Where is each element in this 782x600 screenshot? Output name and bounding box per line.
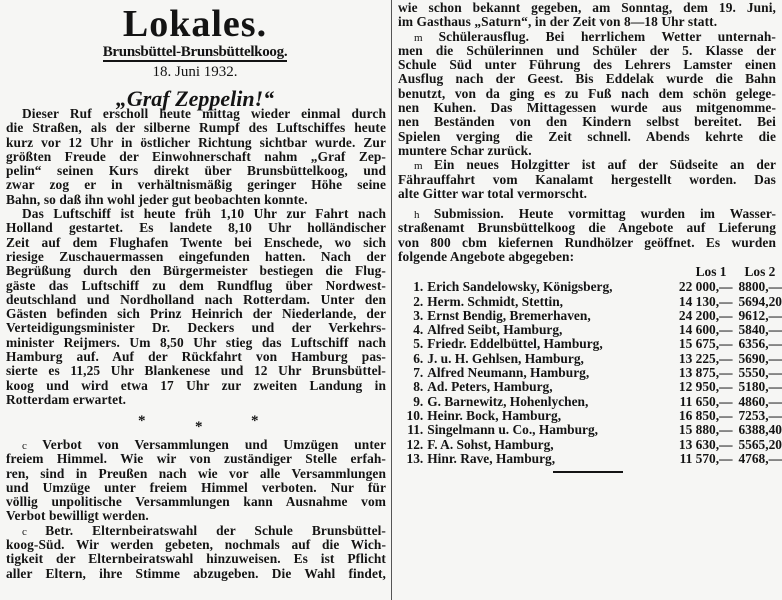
bids-header-row xyxy=(398,264,782,280)
text-line: alte Gitter war total vermorscht. xyxy=(398,185,588,201)
bid-row xyxy=(398,295,782,309)
header-name xyxy=(427,264,675,280)
text-line xyxy=(6,452,386,466)
bidder-name: J. u. H. Gehlsen, Hamburg, xyxy=(427,350,584,366)
text-line: riesige Zuschauermassen eingefunden hatten. Nach der xyxy=(6,248,386,264)
bidder-name: Ernst Bendig, Bremerhaven, xyxy=(427,307,591,323)
bid-row xyxy=(398,423,782,437)
bid-number: 7. xyxy=(413,365,424,381)
bid-number: 10. xyxy=(406,407,424,423)
text-line: aller Eltern, ihre Stimme abzugeben. Die Wahl findet, xyxy=(6,565,386,581)
text-line: Dieser Ruf erscholl heute mittag wieder einmal durch xyxy=(22,106,386,121)
bid-los2: 5840,— xyxy=(738,322,782,338)
text-line: von 800 cbm kiefernen Rundhölzer geöffnet. Es wurden xyxy=(398,234,776,250)
text-line: im Gasthaus „Saturn“, in der Zeit von 8—18 Uhr statt. xyxy=(398,14,718,30)
bid-number: 3. xyxy=(413,307,424,323)
item-text: Wie wir von zuständiger Stelle erfah- xyxy=(107,451,386,467)
text-line: kurz vor 12 Uhr in östlicher Richtung sichtbar wurde. Zur xyxy=(6,134,386,150)
bid-number: 11. xyxy=(407,422,424,438)
text-line: nen Kuhen. Das Mittagessen wurde aus mitgenomme- xyxy=(398,100,776,116)
paragraph xyxy=(6,438,386,524)
star-1: * xyxy=(138,413,146,429)
bid-los2: 6356,— xyxy=(738,336,782,352)
text-line: Holland gestartet. Es landete 8,10 Uhr holländischer xyxy=(6,220,386,236)
bidder-name: F. A. Sohst, Hamburg, xyxy=(427,436,554,452)
text-line: benutzt, von da ging es zu Fuß nach dem schön gelege- xyxy=(398,85,776,101)
bid-los1: 24 200,— xyxy=(678,307,733,323)
header-los1: Los 1 xyxy=(695,264,727,279)
text-line: völlig unpolitische Versammlungen kann Ausnahme vom xyxy=(6,494,386,510)
bid-number: 8. xyxy=(413,379,424,395)
text-line: die Straßen, als der silberne Rumpf des Luftschiffes heute xyxy=(6,120,386,136)
text-line: ren, sind in Preußen nach wie vor alle Versammlungen xyxy=(6,465,386,481)
bid-row xyxy=(398,452,782,466)
item-text: Wir werden gebeten, nochmals auf die Wich- xyxy=(64,537,386,553)
text-line: minister Reijmers. Um 8,50 Uhr stieg das Luftschiff nach xyxy=(6,334,386,350)
section-title: Lokales. xyxy=(122,3,268,45)
bidder-name: Heinr. Bock, Hamburg, xyxy=(427,407,562,423)
item-heading: freiem Himmel. xyxy=(6,451,108,467)
text-line: straßenamt Brunsbüttelkoog die Angebote auf Lieferung xyxy=(398,220,776,236)
bid-los2: 4768,— xyxy=(738,450,782,466)
bidder-name: Friedr. Eddelbüttel, Hamburg, xyxy=(427,336,603,352)
paragraph xyxy=(398,30,776,159)
bid-row xyxy=(398,309,782,323)
paragraph xyxy=(6,107,386,207)
bid-row xyxy=(398,395,782,409)
text-line xyxy=(6,524,386,538)
text-line xyxy=(6,538,386,552)
bid-row xyxy=(398,337,782,351)
item-heading: Submission. xyxy=(433,206,504,221)
bid-row xyxy=(398,323,782,337)
author-marker: m xyxy=(414,31,439,44)
paragraph xyxy=(6,524,386,581)
text-line: sierte es 11,25 Uhr Blankenese und 12 Uhr Brunsbüttel- xyxy=(6,363,386,379)
bid-number: 2. xyxy=(413,293,424,309)
text-line: folgende Angebote abgegeben: xyxy=(398,248,575,264)
text-line: Ausflug nach der Geest. Bis Eddelak wurde die Bahn xyxy=(398,71,776,87)
bid-number: 13. xyxy=(406,450,424,466)
bid-los1: 11 570,— xyxy=(679,450,733,466)
bidder-name: Hinr. Rave, Hamburg, xyxy=(427,450,556,466)
bid-los2: 5180,— xyxy=(738,379,782,395)
header-los2: Los 2 xyxy=(744,264,776,279)
bidder-name: Herm. Schmidt, Stettin, xyxy=(427,293,564,309)
bid-los1: 16 850,— xyxy=(678,407,733,423)
bid-number: 12. xyxy=(406,436,424,452)
item-text: Heute vormittag wurden im Wasser- xyxy=(503,206,777,221)
text-line: Zeit auf dem Flughafen Twente bei Enschede, wo sich xyxy=(6,234,386,250)
text-line xyxy=(398,207,776,221)
end-rule xyxy=(553,471,623,473)
text-line: Fährauffahrt vom Kanalamt hergestellt worden. Das xyxy=(398,171,776,187)
text-line: tigkeit der Elternbeiratswahl hinzuweisen. Es ist Pflicht xyxy=(6,551,386,567)
locality-subtitle xyxy=(0,44,390,61)
text-line: gäste das Luftschiff zu dem Rundflug über Nordwest- xyxy=(6,277,386,293)
text-line: Hamburg auf. Auf der Rückfahrt von Hamburg pas- xyxy=(6,349,386,365)
author-marker: m xyxy=(414,160,435,173)
bid-los2: 4860,— xyxy=(738,393,782,409)
bidder-name: Alfred Neumann, Hamburg, xyxy=(427,365,590,381)
column-rule xyxy=(391,0,392,600)
bid-number: 9. xyxy=(413,393,424,409)
bid-los1: 11 650,— xyxy=(679,393,733,409)
text-line: Spielen verging die Zeit schnell. Abends kehrte die xyxy=(398,128,776,144)
paragraph xyxy=(6,207,386,407)
bid-row xyxy=(398,280,782,294)
author-marker: c xyxy=(22,525,46,538)
text-line xyxy=(398,30,776,44)
bid-row xyxy=(398,380,782,394)
bidder-name: Ad. Peters, Hamburg, xyxy=(427,379,553,395)
bids-table xyxy=(398,264,782,466)
bid-row xyxy=(398,352,782,366)
text-line: und Umzüge unter freiem Himmel verboten. Nur für xyxy=(6,479,386,495)
item-heading: koog-Süd. xyxy=(6,537,65,553)
bid-number: 6. xyxy=(413,350,424,366)
article-headline: „Graf Zeppelin!“ xyxy=(115,86,275,111)
bid-number: 5. xyxy=(413,336,424,352)
bid-los2: 5565,20 xyxy=(738,436,782,452)
bid-los1: 13 630,— xyxy=(678,436,733,452)
text-line: nen Beständen von den Kindern selbst bereitet. Bei xyxy=(398,114,776,130)
item-heading: Verbot von Versammlungen und Umzügen unter xyxy=(42,437,386,452)
text-line: größten Freude der Einwohnerschaft nahm „Graf Zep- xyxy=(6,148,386,164)
bid-los2: 7253,— xyxy=(738,407,782,423)
text-line: pelin“ seinen Kurs direkt über Brunsbüttelkoog, und xyxy=(6,163,386,179)
text-line: Bahn, so daß ihn wohl jeder gut beobachten konnte. xyxy=(6,191,308,207)
bid-los2: 5550,— xyxy=(738,365,782,381)
bid-los1: 15 880,— xyxy=(678,422,733,438)
text-line: Das Luftschiff ist heute früh 1,10 Uhr zur Fahrt nach xyxy=(22,206,386,222)
star-3: * xyxy=(251,413,259,429)
bidder-name: G. Barnewitz, Hohenlychen, xyxy=(427,393,589,409)
bid-row xyxy=(398,438,782,452)
text-line: koog und wird etwa 17 Uhr zur zweiten Landung in xyxy=(6,377,386,393)
item-text: ist auf der Südseite an der xyxy=(569,157,776,173)
text-line: deutschland und Nordholland nach Rotterdam. Unter den xyxy=(6,291,386,307)
text-line: wie schon bekannt gegeben, am Sonntag, dem 19. Juni, xyxy=(398,0,776,15)
text-line: men die Schülerinnen und Schüler der 5. Klasse der xyxy=(398,42,776,58)
item-text: Bei herrlichem Wetter unternah- xyxy=(529,28,776,44)
text-line: Rotterdam erwartet. xyxy=(6,391,127,407)
locality-subtitle-text: Brunsbüttel-Brunsbüttelkoog. xyxy=(102,44,288,60)
text-line xyxy=(398,158,776,172)
bid-los1: 12 950,— xyxy=(678,379,733,395)
text-line: Schule Süd unter Führung des Lehrers Lamster einen xyxy=(398,57,776,73)
bidder-name: Erich Sandelowsky, Königsberg, xyxy=(427,279,613,295)
bid-los1: 14 600,— xyxy=(678,322,733,338)
bid-number: 1. xyxy=(413,279,424,295)
bid-los2: 6388,40 xyxy=(738,422,782,438)
bid-los2: 5690,— xyxy=(738,350,782,366)
bid-los2: 8800,— xyxy=(738,279,782,295)
bid-los1: 13 225,— xyxy=(678,350,733,366)
section-separator xyxy=(0,413,390,433)
issue-date: 18. Juni 1932. xyxy=(152,64,238,80)
bid-row xyxy=(398,366,782,380)
paragraph xyxy=(398,1,776,30)
text-line: Verteidigungsminister Dr. Deckers und der Verkehrs- xyxy=(6,320,386,336)
star-2: * xyxy=(195,419,203,435)
paragraph xyxy=(398,207,776,264)
item-heading: Schülerausflug. xyxy=(438,28,530,44)
bidder-name: Singelmann u. Co., Hamburg, xyxy=(427,422,599,438)
text-line: Gästen befinden sich Prinz Heinrich der Niederlande, der xyxy=(6,306,386,322)
item-heading: Ein neues Holzgitter xyxy=(434,157,570,173)
text-line: zwar zog er in verhältnismäßig geringer Höhe seine xyxy=(6,177,386,193)
bid-los1: 15 675,— xyxy=(678,336,733,352)
bid-los1: 22 000,— xyxy=(678,279,733,295)
bid-los2: 5694,20 xyxy=(738,293,782,309)
text-line: muntere Schar zurück. xyxy=(398,142,532,158)
bid-number: 4. xyxy=(413,322,424,338)
bid-los1: 14 130,— xyxy=(678,293,733,309)
bid-row xyxy=(398,409,782,423)
item-heading: Betr. Elternbeiratswahl der Schule Brunsbüttel- xyxy=(45,522,386,538)
bid-los1: 13 875,— xyxy=(678,365,733,381)
header-num xyxy=(398,264,427,280)
author-marker: h xyxy=(414,209,434,221)
text-line xyxy=(6,438,386,452)
bidder-name: Alfred Seibt, Hamburg, xyxy=(427,322,563,338)
paragraph xyxy=(398,158,776,201)
text-line: Verbot bewilligt werden. xyxy=(6,508,149,524)
text-line: Begrüßung durch den Bürgermeister bestiegen die Flug- xyxy=(6,263,386,279)
bid-los2: 9612,— xyxy=(738,307,782,323)
author-marker: c xyxy=(22,440,43,452)
